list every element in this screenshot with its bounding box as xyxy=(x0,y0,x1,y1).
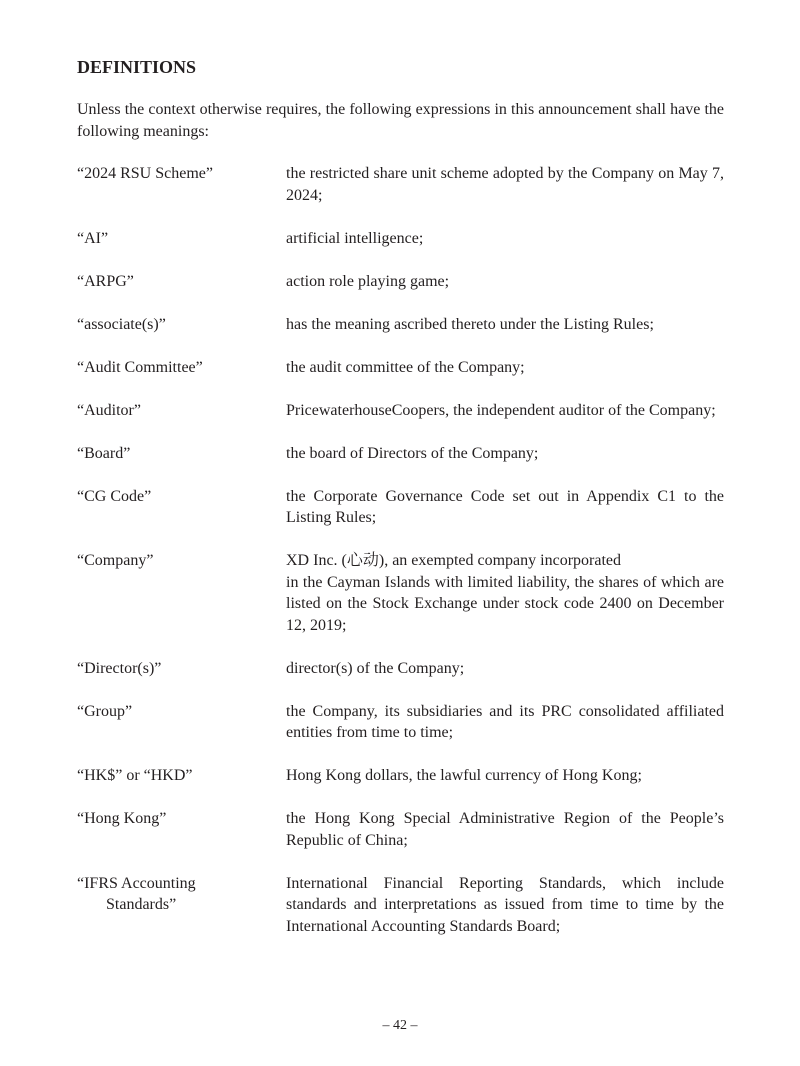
definition-meaning: Hong Kong dollars, the lawful currency of Hong Kong; xyxy=(286,767,642,784)
definition-meaning: International Financial Reporting Standards, which include standards and interpretations as issued from time to time by the International Accounting Standards Board; xyxy=(286,874,724,935)
definition-term: “2024 RSU Scheme” xyxy=(77,165,213,182)
definition-meaning: the restricted share unit scheme adopted by the Company on May 7, 2024; xyxy=(286,165,724,204)
definition-row xyxy=(77,873,724,938)
definition-meaning: PricewaterhouseCoopers, the independent auditor of the Company; xyxy=(286,401,716,419)
definition-row xyxy=(77,486,724,529)
definition-row xyxy=(77,400,724,422)
definition-meaning: the audit committee of the Company; xyxy=(286,358,525,376)
definition-row xyxy=(77,701,724,744)
definition-meaning: has the meaning ascribed thereto under the Listing Rules; xyxy=(286,315,654,333)
definition-row xyxy=(77,228,724,250)
definition-meaning: the Hong Kong Special Administrative Region of the People’s Republic of China; xyxy=(286,810,724,849)
definition-term: “AI” xyxy=(77,229,109,247)
definition-term-line: Standards” xyxy=(106,896,177,913)
definition-meaning xyxy=(286,550,724,636)
definition-meaning-line: in the Cayman Islands with limited liability, the shares of which are listed on the Stock Exchange under stock code 2400 on December 12, 2019; xyxy=(286,573,724,634)
definition-row xyxy=(77,314,724,336)
definition-term: “associate(s)” xyxy=(77,315,166,333)
definition-term: “Auditor” xyxy=(77,401,141,419)
definition-meaning: artificial intelligence; xyxy=(286,229,424,247)
definition-term: “Board” xyxy=(77,444,131,462)
definition-row xyxy=(77,357,724,379)
definition-meaning: the board of Directors of the Company; xyxy=(286,444,539,462)
definition-term xyxy=(77,873,286,938)
section-heading: DEFINITIONS xyxy=(77,57,197,77)
definition-term: “Audit Committee” xyxy=(77,358,203,376)
definition-term: “HK$” or “HKD” xyxy=(77,767,193,784)
definition-row xyxy=(77,765,724,787)
definition-term: “CG Code” xyxy=(77,487,152,505)
definition-row xyxy=(77,163,724,206)
definition-term: “Group” xyxy=(77,702,133,720)
definition-row xyxy=(77,550,724,636)
definition-meaning: director(s) of the Company; xyxy=(286,659,465,677)
definition-meaning-line: XD Inc. (心动), an exempted company incorporated xyxy=(286,552,621,569)
definition-term-line: “IFRS Accounting xyxy=(77,874,196,892)
page-number: – 42 – xyxy=(382,1018,418,1033)
definition-row xyxy=(77,443,724,465)
definition-row xyxy=(77,808,724,851)
definition-term: “ARPG” xyxy=(77,272,134,290)
definition-meaning: the Company, its subsidiaries and its PRC consolidated affiliated entities from time to time; xyxy=(286,702,724,741)
definition-term: “Company” xyxy=(77,552,154,569)
definition-row xyxy=(77,658,724,680)
definition-term: “Hong Kong” xyxy=(77,810,167,827)
definition-term: “Director(s)” xyxy=(77,659,162,677)
intro-paragraph: Unless the context otherwise requires, the following expressions in this announcement shall have the following meanings: xyxy=(77,101,724,140)
definition-row xyxy=(77,271,724,293)
definitions-list xyxy=(77,163,724,959)
definition-meaning: the Corporate Governance Code set out in Appendix C1 to the Listing Rules; xyxy=(286,487,724,526)
definition-meaning: action role playing game; xyxy=(286,272,450,290)
